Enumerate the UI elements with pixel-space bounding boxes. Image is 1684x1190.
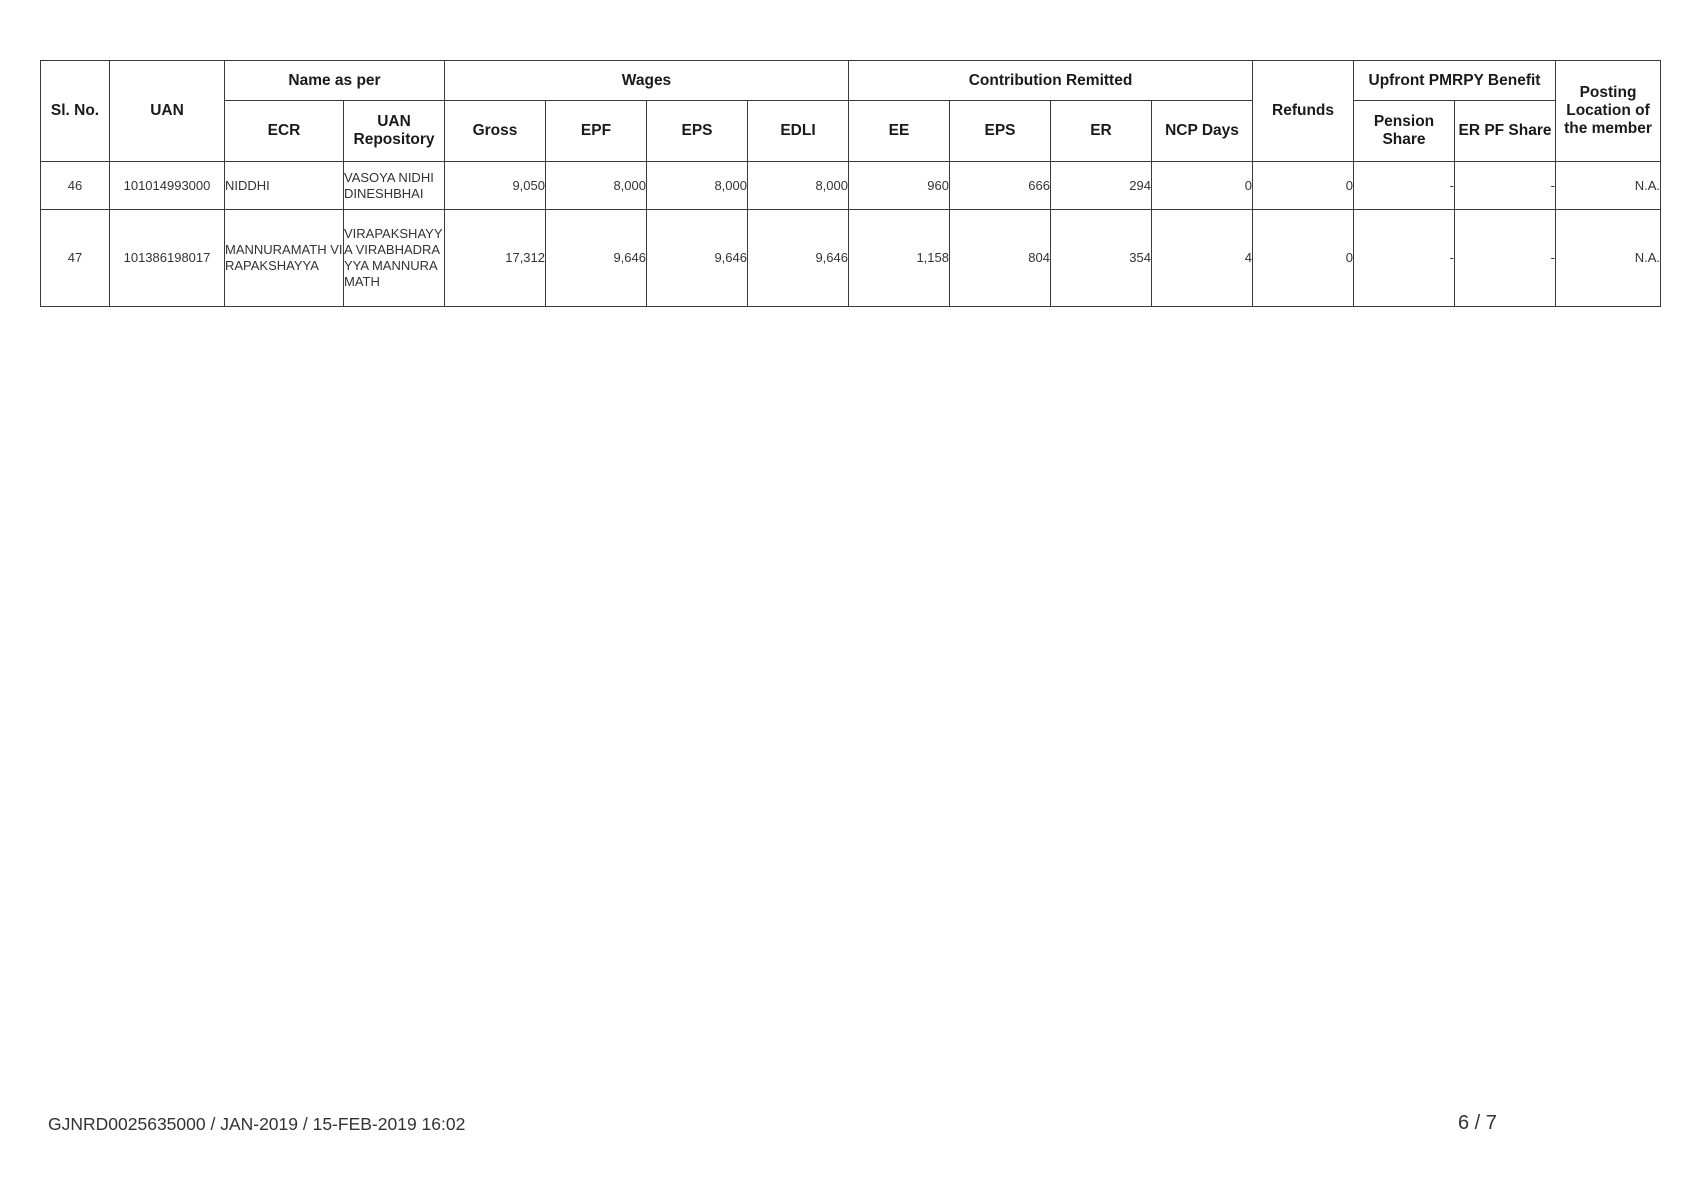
cell-name-ecr: MANNURAMATH VIRAPAKSHAYYA xyxy=(225,210,344,307)
header-refunds: Refunds xyxy=(1253,61,1354,162)
header-er: ER xyxy=(1051,101,1152,162)
cell-epf: 8,000 xyxy=(546,162,647,210)
ecr-contribution-table xyxy=(40,60,1661,307)
header-epf: EPF xyxy=(546,101,647,162)
cell-eps: 9,646 xyxy=(647,210,748,307)
table-row xyxy=(41,162,1661,210)
cell-gross: 17,312 xyxy=(445,210,546,307)
header-edli: EDLI xyxy=(748,101,849,162)
header-wages: Wages xyxy=(445,61,849,101)
cell-eps-contribution: 804 xyxy=(950,210,1051,307)
header-ncp-days: NCP Days xyxy=(1152,101,1253,162)
header-sl-no: Sl. No. xyxy=(41,61,110,162)
cell-sl-no: 47 xyxy=(41,210,110,307)
cell-epf: 9,646 xyxy=(546,210,647,307)
cell-name-uan-repository: VIRAPAKSHAYYA VIRABHADRAYYA MANNURAMATH xyxy=(344,210,445,307)
header-upfront-pmrpy-benefit: Upfront PMRPY Benefit xyxy=(1354,61,1556,101)
cell-sl-no: 46 xyxy=(41,162,110,210)
cell-er-pf-share: - xyxy=(1455,162,1556,210)
cell-uan: 101014993000 xyxy=(110,162,225,210)
header-ee: EE xyxy=(849,101,950,162)
cell-refunds: 0 xyxy=(1253,210,1354,307)
header-gross: Gross xyxy=(445,101,546,162)
header-er-pf-share: ER PF Share xyxy=(1455,101,1556,162)
header-ecr: ECR xyxy=(225,101,344,162)
cell-eps: 8,000 xyxy=(647,162,748,210)
cell-name-ecr: NIDDHI xyxy=(225,162,344,210)
footer-reference: GJNRD0025635000 / JAN-2019 / 15-FEB-2019 16:02 xyxy=(48,1114,466,1134)
header-uan-repository: UAN Repository xyxy=(344,101,445,162)
header-pension-share: Pension Share xyxy=(1354,101,1455,162)
header-eps-contribution: EPS xyxy=(950,101,1051,162)
cell-name-uan-repository: VASOYA NIDHI DINESHBHAI xyxy=(344,162,445,210)
cell-ncp-days: 4 xyxy=(1152,210,1253,307)
cell-ee: 960 xyxy=(849,162,950,210)
header-name-as-per: Name as per xyxy=(225,61,445,101)
cell-posting-location: N.A. xyxy=(1556,162,1661,210)
table-row xyxy=(41,210,1661,307)
cell-eps-contribution: 666 xyxy=(950,162,1051,210)
cell-edli: 9,646 xyxy=(748,210,849,307)
header-contribution-remitted: Contribution Remitted xyxy=(849,61,1253,101)
cell-ee: 1,158 xyxy=(849,210,950,307)
cell-er: 354 xyxy=(1051,210,1152,307)
cell-ncp-days: 0 xyxy=(1152,162,1253,210)
cell-er: 294 xyxy=(1051,162,1152,210)
cell-pension-share: - xyxy=(1354,162,1455,210)
cell-pension-share: - xyxy=(1354,210,1455,307)
header-uan: UAN xyxy=(110,61,225,162)
cell-er-pf-share: - xyxy=(1455,210,1556,307)
header-posting-location: Posting Location of the member xyxy=(1556,61,1661,162)
cell-posting-location: N.A. xyxy=(1556,210,1661,307)
page-number: 6 / 7 xyxy=(1458,1112,1497,1134)
header-eps: EPS xyxy=(647,101,748,162)
cell-gross: 9,050 xyxy=(445,162,546,210)
cell-edli: 8,000 xyxy=(748,162,849,210)
cell-refunds: 0 xyxy=(1253,162,1354,210)
cell-uan: 101386198017 xyxy=(110,210,225,307)
